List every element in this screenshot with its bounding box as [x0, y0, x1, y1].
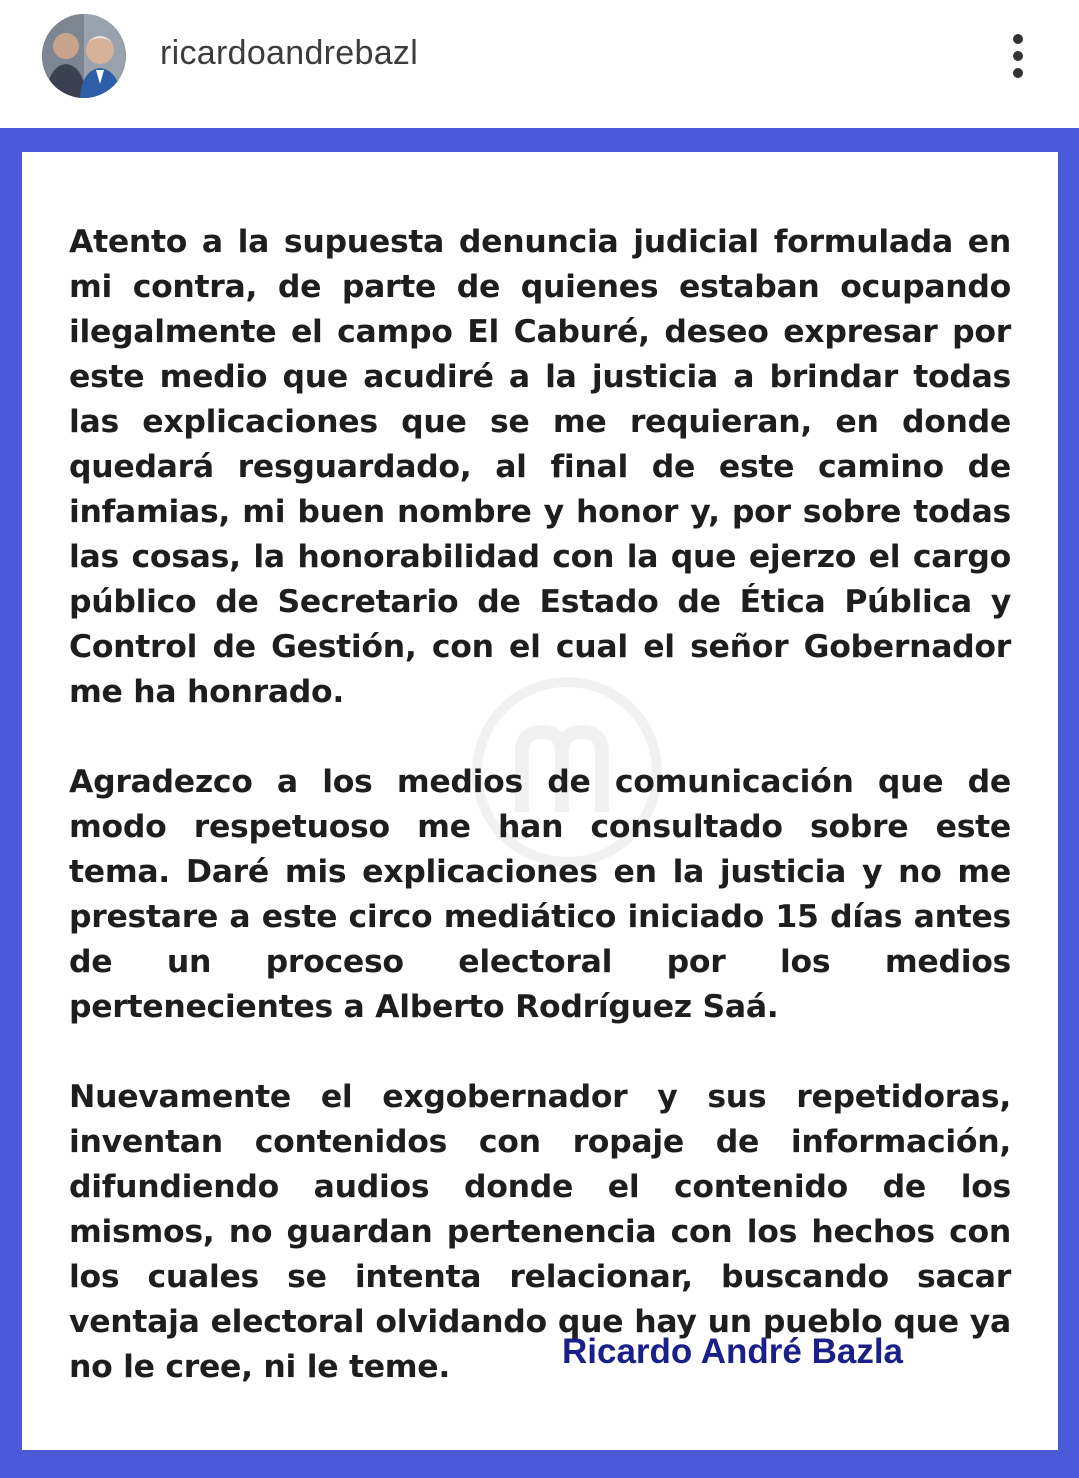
statement-paragraph-3: Nuevamente el exgobernador y sus repetidoras, inventan contenidos con ropaje de información, difundiendo audios donde el contenido de los mismos, no guardan pertenencia con los hechos con los cuales se intenta relacionar, buscando sacar ventaja electoral olvidando que hay un pueblo que ya no le cree, ni le teme. [69, 1079, 1011, 1385]
post-header [0, 0, 1079, 128]
statement-text [69, 220, 1011, 1435]
signature: Ricardo André Bazla [562, 1332, 904, 1371]
profile-photo-icon[interactable] [42, 14, 126, 98]
statement-paragraph-2: Agradezco a los medios de comunicación que de modo respetuoso me han consultado sobre este tema. Daré mis explicaciones en la justicia y no me prestare a este circo mediático iniciado 15 días antes de un proceso electoral por los medios pertenecientes a Alberto Rodríguez Saá. [69, 764, 1011, 1025]
username[interactable]: ricardoandrebazl [160, 34, 419, 72]
statement-panel [22, 152, 1058, 1450]
post-image [0, 128, 1079, 1478]
statement-paragraph-1: Atento a la supuesta denuncia judicial formulada en mi contra, de parte de quienes estaban ocupando ilegalmente el campo El Caburé, deseo expresar por este medio que acudiré a la justicia a brindar todas las explicaciones que se me requieran, en donde quedará resguardado, al final de este camino de infamias, mi buen nombre y honor y, por sobre todas las cosas, la honorabilidad con la que ejerzo el cargo público de Secretario de Estado de Ética Pública y Control de Gestión, con el cual el señor Gobernador me ha honrado. [69, 224, 1011, 710]
more-vertical-icon[interactable] [1000, 30, 1036, 82]
